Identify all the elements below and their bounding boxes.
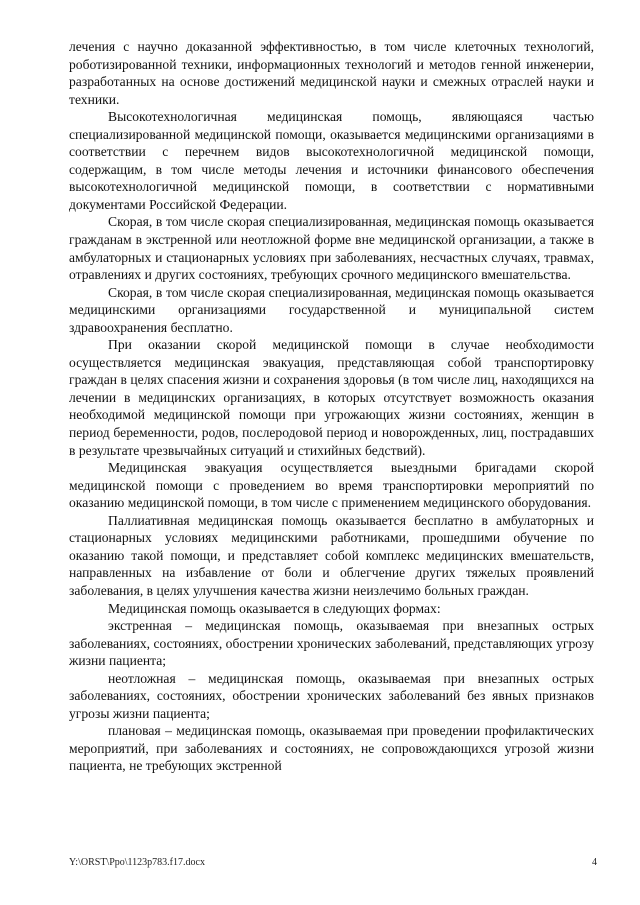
paragraph-form-urgent: неотложная – медицинская помощь, оказываемая при внезапных острых заболеваниях, состояниях, обострении хронических заболеваний без явных признаков угрозы жизни пациента; [69,670,594,721]
paragraph-form-planned: плановая – медицинская помощь, оказываемая при проведении профилактических мероприятий, при заболеваниях и состояниях, не сопровождающихся угрозой жизни пациента, не требующих экстренной [69,723,594,774]
footer-file-path: Y:\ORST\Ppo\1123p783.f17.docx [69,857,205,868]
paragraph-palliative-care: Паллиативная медицинская помощь оказывается бесплатно в амбулаторных и стационарных условиях медицинскими работниками, прошедшими обучение по оказанию такой помощи, и представляет собой комплекс медицинских вмешательств, направленных на избавление от боли и облегчение других тяжелых проявлений заболевания, в целях улучшения качества жизни неизлечимо больных граждан. [69,512,594,598]
paragraph-emergency-care: Скорая, в том числе скорая специализированная, медицинская помощь оказывается гражданам в экстренной или неотложной форме вне медицинской организации, а также в амбулаторных и стационарных условиях при заболеваниях, несчастных случаях, травмах, отравлениях и других состояниях, требующих срочного медицинского вмешательства. [69,214,594,283]
paragraph-evacuation-teams: Медицинская эвакуация осуществляется выездными бригадами скорой медицинской помощи с проведением во время транспортировки мероприятий по оказанию медицинской помощи, в том числе с применением медицинского оборудования. [69,460,594,511]
paragraph-continuation: лечения с научно доказанной эффективностью, в том числе клеточных технологий, роботизированной техники, информационных технологий и методов генной инженерии, разработанных на основе достижений медицинской науки и смежных отраслей науки и техники. [69,39,594,107]
paragraph-care-forms: Медицинская помощь оказывается в следующих формах: [108,600,441,616]
paragraph-form-emergency: экстренная – медицинская помощь, оказываемая при внезапных острых заболеваниях, состояниях, обострении хронических заболеваний, представляющих угрозу жизни пациента; [69,618,594,669]
paragraph-high-tech-care: Высокотехнологичная медицинская помощь, являющаяся частью специализированной медицинской помощи, оказывается медицинскими организациями в соответствии с перечнем видов высокотехнологичной медицинской помощи, содержащим, в том числе методы лечения и источники финансового обеспечения высокотехнологичной медицинской помощи, в соответствии с нормативными документами Российской Федерации. [69,109,594,212]
paragraph-emergency-free: Скорая, в том числе скорая специализированная, медицинская помощь оказывается медицинскими организациями государственной и муниципальной систем здравоохранения бесплатно. [69,284,594,335]
paragraph-evacuation: При оказании скорой медицинской помощи в случае необходимости осуществляется медицинская эвакуация, представляющая собой транспортировку граждан в целях спасения жизни и сохранения здоровья (в том числе лиц, находящихся на лечении в медицинских организациях, в которых отсутствует возможность оказания необходимой медицинской помощи при угрожающих жизни состояниях, женщин в период беременности, родов, послеродовой период и новорожденных, лиц, пострадавших в результате чрезвычайных ситуаций и стихийных бедствий). [69,337,594,458]
document-page [69,38,594,775]
page-number: 4 [592,857,597,868]
